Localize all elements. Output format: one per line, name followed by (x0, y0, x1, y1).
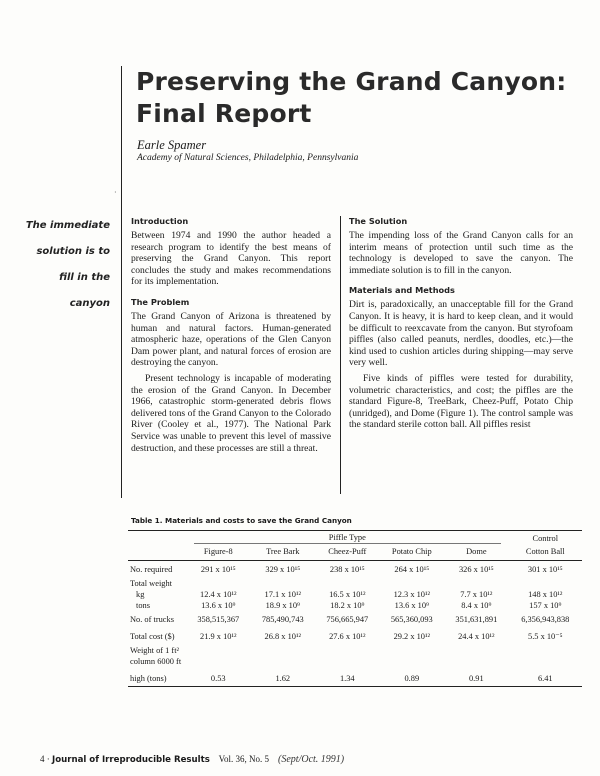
methods-paragraph-1: Dirt is, paradoxically, an unacceptable fill for the Grand Canyon. It is heavy, it is hard to keep clean, and it would be difficult to reexcavate from the canyon. But styrofoam piffles (also called peanuts, nerdles, doodles, etc.)—the kind used to cushion articles during shipping—may serve very well. (349, 299, 573, 369)
pull-quote-line: solution is to (36, 246, 110, 257)
table-cell: 16.5 x 10¹² (329, 589, 366, 599)
table-cell: 21.9 x 10¹² (200, 631, 237, 641)
table-cell: 5.5 x 10⁻⁵ (528, 631, 563, 641)
table-cell: 358,515,367 (197, 614, 240, 624)
table-cell: 12.3 x 10¹² (393, 589, 431, 599)
author-name: Earle Spamer (137, 138, 207, 152)
pull-quote-line: canyon (69, 298, 110, 309)
table-cell: 18.9 x 10⁹ (265, 600, 300, 610)
row-label: Weight of 1 ft² (130, 645, 180, 655)
problem-heading: The Problem (131, 296, 190, 307)
table-cell: 148 x 10¹² (528, 589, 563, 599)
table-cell: 301 x 10¹⁵ (527, 564, 563, 574)
table-cell: 17.1 x 10¹² (264, 589, 301, 599)
table-cell: 291 x 10¹⁵ (200, 564, 236, 574)
table-cell: 565,360,093 (390, 614, 433, 624)
table-cell: 326 x 10¹⁵ (458, 564, 494, 574)
table-row (128, 667, 582, 687)
row-label: tons (136, 600, 150, 610)
page-number: 4 (40, 754, 45, 764)
title-line-1: Preserving the Grand Canyon: (136, 67, 567, 96)
table-cell: 157 x 10⁹ (529, 600, 562, 610)
right-column (349, 216, 573, 431)
journal-volume: Vol. 36, No. 5 (218, 754, 270, 764)
table-cell: 8.4 x 10⁹ (461, 600, 492, 610)
table-header-row (128, 531, 582, 545)
table-cell: 264 x 10¹⁵ (394, 564, 430, 574)
column-header: Dome (444, 544, 509, 561)
table-cell: 7.7 x 10¹² (460, 589, 493, 599)
journal-name: Journal of Irreproducible Results (52, 755, 210, 765)
materials-cost-table (128, 530, 582, 687)
table-cell: 13.6 x 10⁹ (201, 600, 236, 610)
table-cell: 13.6 x 10⁹ (394, 600, 429, 610)
table-cell: 27.6 x 10¹² (329, 631, 366, 641)
table-cell: 6.41 (509, 667, 582, 687)
table-cell: 238 x 10¹⁵ (329, 564, 365, 574)
table-row (128, 628, 582, 645)
table-cell: 24.4 x 10¹² (458, 631, 495, 641)
table-cell: 29.2 x 10¹² (393, 631, 431, 641)
column-header: Cotton Ball (509, 544, 582, 561)
table-row (128, 645, 582, 656)
column-header: Tree Bark (251, 544, 316, 561)
pull-quote-line: The immediate (25, 220, 110, 231)
row-label: No. of trucks (130, 614, 174, 624)
table-cell: 1.62 (251, 667, 316, 687)
introduction-text: Between 1974 and 1990 the author headed a research program to identify the best means of preserving the Grand Canyon. This report concludes the study and makes recommendations for its implementation. (131, 230, 331, 288)
column-header: Potato Chip (380, 544, 445, 561)
problem-paragraph-1: The Grand Canyon of Arizona is threatened by human and natural factors. Human-generated atmospheric haze, operations of the Glen Canyon Dam power plant, and natural forces of erosion are destroying the canyon. (131, 310, 331, 369)
table-row (128, 611, 582, 628)
title-vertical-rule (121, 66, 122, 498)
table-caption: Table 1. Materials and costs to save the Grand Canyon (131, 516, 352, 525)
row-label: Total weight (130, 578, 172, 588)
column-header: Cheez-Puff (315, 544, 380, 561)
table-cell: 12.4 x 10¹² (200, 589, 237, 599)
table-cell: 26.8 x 10¹² (264, 631, 301, 641)
table-cell: 756,665,947 (326, 614, 369, 624)
handwritten-date: (Sept/Oct. 1991) (278, 754, 345, 765)
table-cell: 18.2 x 10⁹ (330, 600, 365, 610)
control-header: Control (509, 531, 582, 545)
table-row (128, 578, 582, 589)
table-cell: 0.53 (186, 667, 251, 687)
table-row (128, 600, 582, 611)
row-label: kg (136, 589, 145, 599)
footer-dash: · (46, 754, 50, 764)
table-cell: 351,631,891 (455, 614, 498, 624)
author-affiliation: Academy of Natural Sciences, Philadelphia, Pennsylvania (137, 153, 359, 163)
article-title (136, 66, 576, 130)
problem-paragraph-2: Present technology is incapable of moderating the erosion of the Grand Canyon. In December 1966, catastrophic storm-generated debris flows delivered tons of the Grand Canyon to the Colorado River (Cooley et al., 1977). The National Park Service was unable to prevent this level of massive destruction, and these processes are still a threat. (131, 372, 331, 454)
pull-quote (10, 213, 110, 317)
table-row (128, 656, 582, 667)
table-column-header-row (128, 544, 582, 561)
column-header: Figure-8 (186, 544, 251, 561)
column-divider (340, 216, 341, 494)
table-cell: 329 x 10¹⁵ (265, 564, 301, 574)
table-cell: 0.91 (444, 667, 509, 687)
table-cell: 6,356,943,838 (521, 614, 570, 624)
pull-quote-line: fill in the (59, 272, 110, 283)
introduction-heading: Introduction (131, 216, 189, 226)
solution-text: The impending loss of the Grand Canyon calls for an interim means of protection until such time as the technology is developed to save the canyon. The immediate solution is to fill in the canyon. (349, 230, 573, 276)
table-cell: 0.89 (380, 667, 445, 687)
row-label: Total cost ($) (130, 631, 175, 641)
margin-dot: · (114, 188, 117, 197)
methods-paragraph-2: Five kinds of piffles were tested for durability, volumetric characteristics, and cost; the piffles are the standard Figure-8, TreeBark, Cheez-Puff, Potato Chip (unridged), and Dome (Figure 1). The control sample was the standard sterile cotton ball. All piffles resist (349, 372, 573, 431)
table-cell: 785,490,743 (261, 614, 304, 624)
table-row (128, 561, 582, 579)
left-column (131, 216, 331, 454)
table-row (128, 589, 582, 600)
methods-heading: Materials and Methods (349, 285, 455, 296)
title-line-2: Final Report (136, 99, 312, 128)
table-cell: 1.34 (315, 667, 380, 687)
row-label: column 6000 ft (130, 656, 182, 666)
solution-heading: The Solution (349, 216, 408, 226)
row-label: high (tons) (128, 667, 186, 687)
piffle-type-header: Piffle Type (194, 533, 501, 544)
row-label: No. required (130, 564, 173, 574)
page-footer (40, 754, 344, 765)
